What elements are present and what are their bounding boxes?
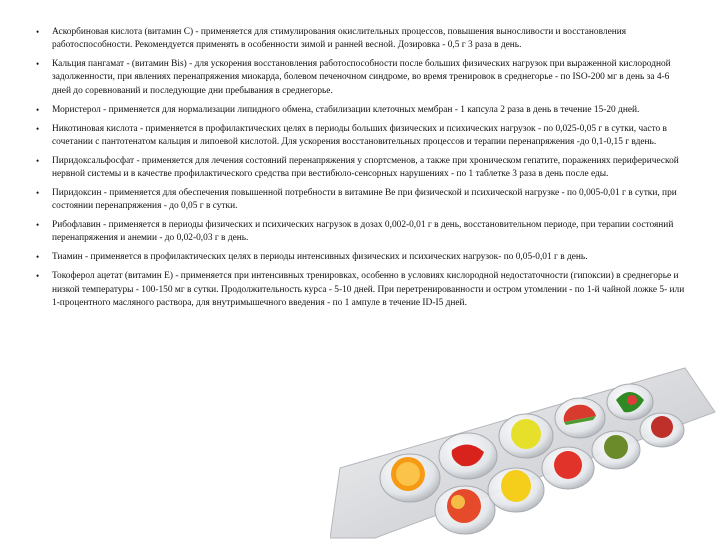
bullet-text: Мористерол - применяется для нормализации липидного обмена, стабилизации клеточных мембран - 1 капсула 2 раза в день в течение 15-20 дней. bbox=[52, 104, 640, 115]
bullet-text: Пиридоксальфосфат - применяется для лечения состояний перенапряжения у спортсменов, а также при хроническом гепатите, поражениях периферической нервной системы и в качестве профилактического средства при вестибюло-сенсорных нарушениях - по 1 таблетке 3 раза в день после еды. bbox=[52, 155, 679, 180]
bullet-item bbox=[36, 187, 688, 214]
bullet-text: Токоферол ацетат (витамин Е) - применяется при интенсивных тренировках, особенно в условиях кислородной недостаточности (гипоксии) в среднегорье и низкой температуры - 100-150 мг в сутки. Продолжительность курса - 5-10 дней. При перетренированности и остром утомлении - по 1-й чайной ложке 5- или 1-процентного масляного раствора, для внутримышечного введения - по 1 ампуле в течение ID-I5 дней. bbox=[52, 271, 685, 308]
bullet-dot: • bbox=[36, 123, 40, 134]
bullet-dot: • bbox=[36, 271, 40, 282]
bullet-item bbox=[36, 219, 688, 246]
bullet-item bbox=[36, 26, 688, 53]
bullet-dot: • bbox=[36, 155, 40, 166]
bullet-text: Кальция пангамат - (витамин Bis) - для ускорения восстановления работоспособности после больших физических нагрузок при выраженной кислородной задолженности, при явлениях перенапряжения миокарда, болевом печеночном синдроме, во время тренировок в среднегорье - по ISO-200 мг в день за 4-6 дней до соревнований и последующие дни пребывания в среднегорье. bbox=[52, 59, 671, 96]
bullet-item bbox=[36, 104, 688, 117]
bullet-dot: • bbox=[36, 220, 40, 231]
bullet-dot: • bbox=[36, 59, 40, 70]
bullet-dot: • bbox=[36, 187, 40, 198]
bullet-item bbox=[36, 270, 688, 310]
blister-pack-with-fruit-image bbox=[330, 360, 720, 540]
bullet-text: Аскорбиновая кислота (витамин С) - применяется для стимулирования окислительных процессов, повышения выносливости и восстановления работоспособности. Рекомендуется применять в особенности зимой и ранней весной. Дозировка - 0,5 г 3 раза в день. bbox=[52, 27, 627, 51]
bullet-list bbox=[36, 26, 688, 316]
bullet-text: Никотиновая кислота - применяется в профилактических целях в периоды больших физических и психических нагрузок - по 0,025-0,05 г в сутки, часто в сочетании с пантотенатом кальция и липоевой кислотой. Для ускорения восстановительных процессов и терапии перенапряжения -до 0,1-0,15 г вдень. bbox=[52, 123, 667, 147]
bullet-text: Пиридоксин - применяется для обеспечения повышенной потребности в витамине Ве при физической и психической нагрузке - по 0,005-0,01 г в сутки, при состоянии перенапряжения - до 0,05 г в сутки. bbox=[52, 187, 677, 212]
bullet-item bbox=[36, 123, 688, 150]
bullet-dot: • bbox=[36, 252, 40, 263]
bullet-dot: • bbox=[36, 27, 40, 37]
bullet-text: Рибофлавин - применяется в периоды физических и психических нагрузок в дозах 0,002-0,01 г в день, восстановительном периоде, при терапии состояний перенапряжения и анемии - до 0,02-0,03 г в день. bbox=[52, 220, 674, 244]
bullet-item bbox=[36, 155, 688, 182]
bullet-text: Тиамин - применяется в профилактических целях в периоды интенсивных физических и психических нагрузок- по 0,05-0,01 г в день. bbox=[52, 252, 588, 263]
bullet-item bbox=[36, 251, 688, 264]
bullet-dot: • bbox=[36, 104, 40, 115]
bullet-item bbox=[36, 58, 688, 98]
